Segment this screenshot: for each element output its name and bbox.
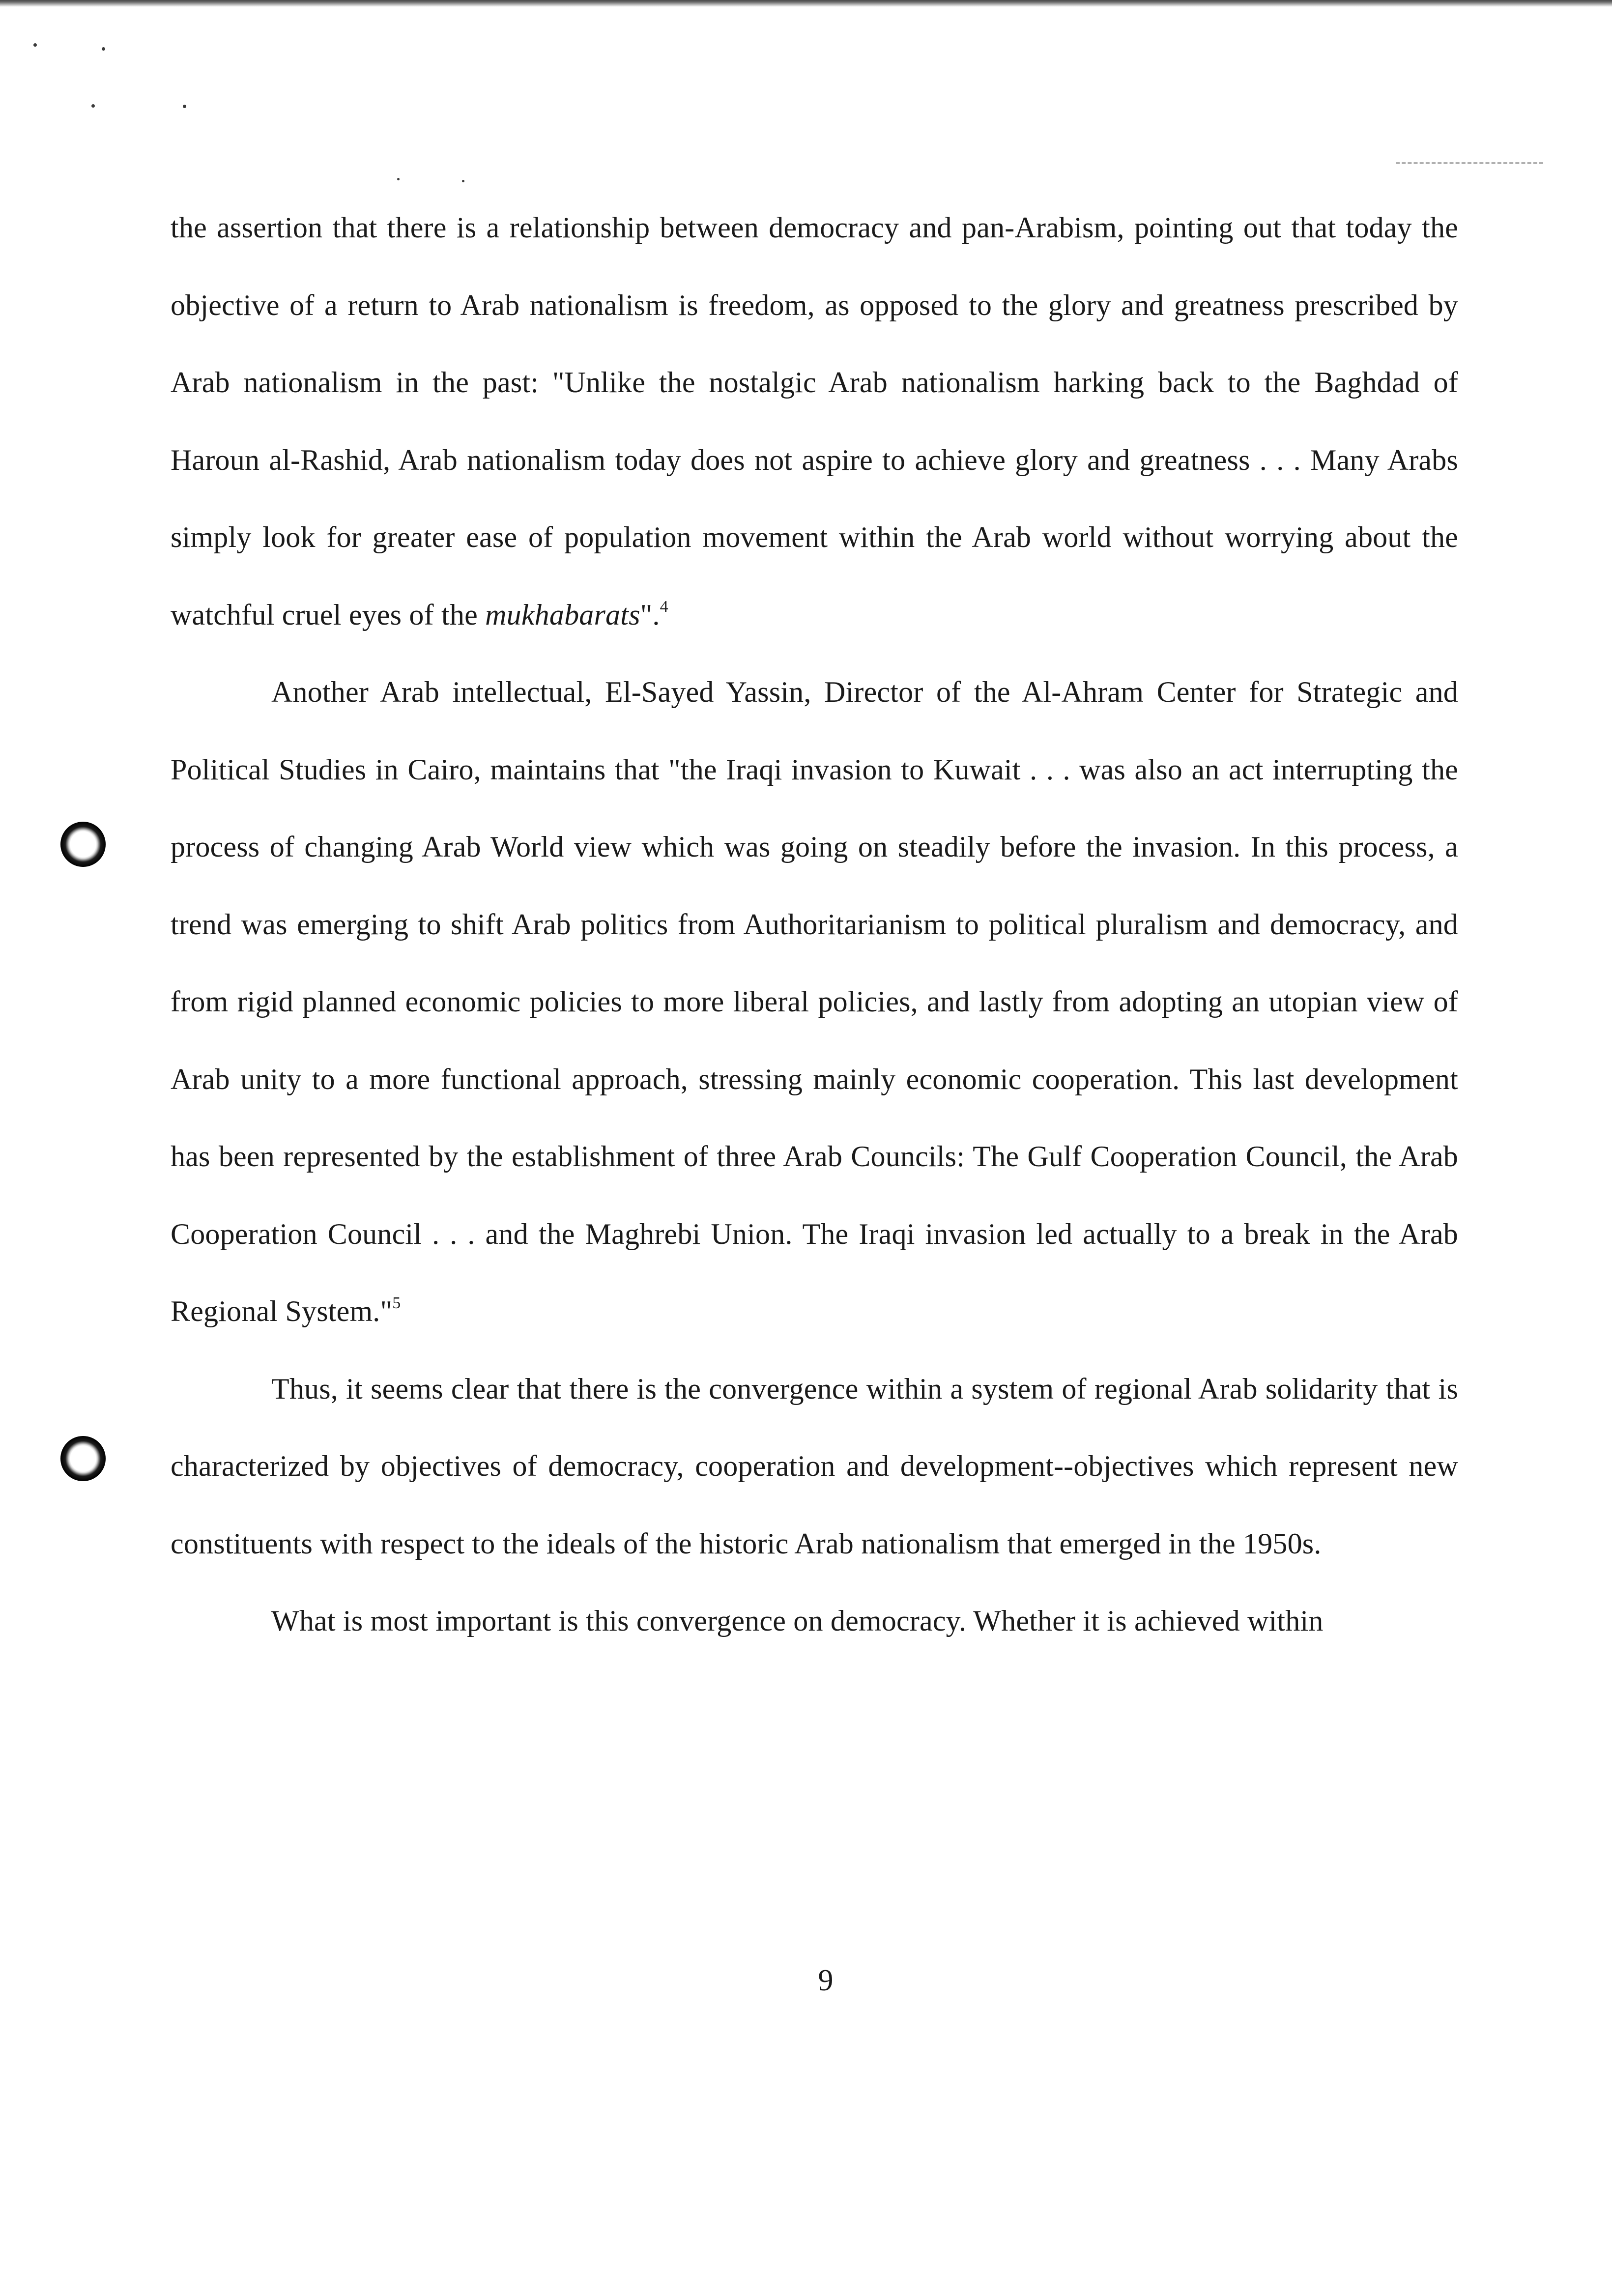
scan-speck: [183, 105, 186, 108]
paragraph: [171, 654, 1458, 1350]
footnote-ref: 5: [392, 1294, 401, 1312]
paragraph-text: What is most important is this convergence on democracy. Whether it is achieved within: [271, 1605, 1324, 1637]
paragraph-text: Thus, it seems clear that there is the convergence within a system of regional Arab solidarity that is characterized by objectives of democracy, cooperation and development--objectives which represent new constituents with respect to the ideals of the historic Arab nationalism that emerged in the 1950s.: [171, 1372, 1458, 1560]
body-text: [171, 189, 1458, 1660]
punch-hole: [60, 1436, 106, 1481]
paragraph-text: the assertion that there is a relationship between democracy and pan-Arabism, pointing out that today the objective of a return to Arab nationalism is freedom, as opposed to the glory and greatness prescribed by Arab nationalism in the past: "Unlike the nostalgic Arab nationalism harking back to the Baghdad of Haroun al-Rashid, Arab nationalism today does not aspire to achieve glory and greatness . . . Many Arabs simply look for greater ease of population movement within the Arab world without worrying about the watchful cruel eyes of the: [171, 211, 1458, 631]
paragraph: [171, 189, 1458, 654]
paragraph: [171, 1582, 1458, 1660]
scan-speck: [91, 104, 95, 108]
page-number: 9: [818, 1964, 834, 1997]
scan-speck: [33, 43, 37, 47]
scan-dash-artifact: [1396, 162, 1543, 164]
punch-hole: [60, 822, 106, 867]
italic-term: mukhabarats: [485, 598, 640, 631]
scan-top-edge: [0, 0, 1612, 7]
scan-speck: [397, 178, 400, 180]
paragraph: [171, 1350, 1458, 1583]
paragraph-text: ".: [640, 598, 660, 631]
scan-speck: [102, 47, 105, 51]
footnote-ref: 4: [660, 597, 668, 616]
scan-speck: [462, 180, 464, 182]
paragraph-text: Another Arab intellectual, El-Sayed Yassin, Director of the Al-Ahram Center for Strategic and Political Studies in Cairo, maintains that "the Iraqi invasion to Kuwait . . . was also an act interrupting the process of changing Arab World view which was going on steadily before the invasion. In this process, a trend was emerging to shift Arab politics from Authoritarianism to political pluralism and democracy, and from rigid planned economic policies to more liberal policies, and lastly from adopting an utopian view of Arab unity to a more functional approach, stressing mainly economic cooperation. This last development has been represented by the establishment of three Arab Councils: The Gulf Cooperation Council, the Arab Cooperation Council . . . and the Maghrebi Union. The Iraqi invasion led actually to a break in the Arab Regional System.": [171, 676, 1458, 1327]
